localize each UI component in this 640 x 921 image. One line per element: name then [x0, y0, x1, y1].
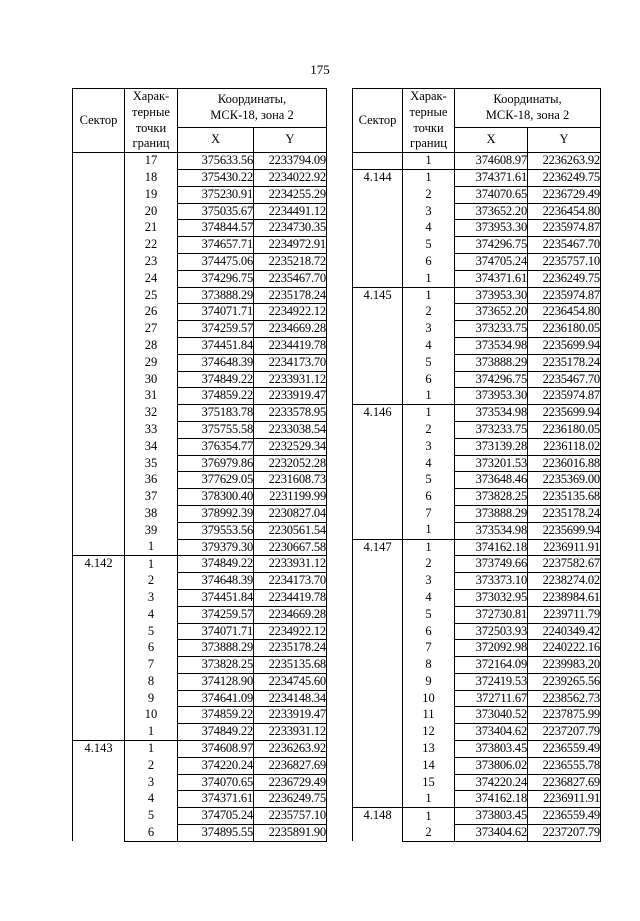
- point-cell: 4: [403, 455, 455, 472]
- y-cell: 2236555.78: [528, 757, 601, 774]
- sector-cell: [353, 153, 403, 170]
- point-cell: 2: [403, 556, 455, 573]
- x-cell: 375430.22: [178, 169, 254, 186]
- y-cell: 2237875.99: [528, 707, 601, 724]
- point-cell: 1: [403, 388, 455, 405]
- y-cell: 2235135.68: [254, 657, 327, 674]
- point-cell: 18: [125, 169, 178, 186]
- point-cell: 4: [403, 337, 455, 354]
- point-cell: 1: [403, 522, 455, 539]
- point-cell: 2: [403, 421, 455, 438]
- x-cell: 374259.57: [178, 606, 254, 623]
- y-cell: 2234419.78: [254, 337, 327, 354]
- y-cell: 2236249.75: [528, 169, 601, 186]
- y-cell: 2233578.95: [254, 405, 327, 422]
- x-cell: 379553.56: [178, 522, 254, 539]
- x-cell: 373373.10: [455, 573, 528, 590]
- point-cell: 14: [403, 757, 455, 774]
- sector-cell: 4.142: [73, 556, 125, 741]
- x-cell: 374475.06: [178, 253, 254, 270]
- x-cell: 374070.65: [455, 186, 528, 203]
- point-cell: 1: [403, 405, 455, 422]
- x-cell: 372730.81: [455, 606, 528, 623]
- sector-cell: 4.143: [73, 741, 125, 842]
- header-coordinates: Координаты, МСК-18, зона 2: [455, 89, 601, 128]
- x-cell: 376354.77: [178, 438, 254, 455]
- x-cell: 374451.84: [178, 589, 254, 606]
- y-cell: 2236118.02: [528, 438, 601, 455]
- x-cell: 374849.22: [178, 556, 254, 573]
- point-cell: 9: [125, 690, 178, 707]
- y-cell: 2236729.49: [528, 186, 601, 203]
- y-cell: 2238274.02: [528, 573, 601, 590]
- y-cell: 2235757.10: [528, 253, 601, 270]
- point-cell: 2: [403, 304, 455, 321]
- point-cell: 8: [125, 673, 178, 690]
- y-cell: 2236454.80: [528, 304, 601, 321]
- y-cell: 2236911.91: [528, 791, 601, 808]
- point-cell: 4: [125, 791, 178, 808]
- y-cell: 2230667.58: [254, 539, 327, 556]
- y-cell: 2239711.79: [528, 606, 601, 623]
- y-cell: 2235178.24: [254, 640, 327, 657]
- point-cell: 5: [125, 808, 178, 825]
- y-cell: 2238984.61: [528, 589, 601, 606]
- x-cell: 374371.61: [178, 791, 254, 808]
- x-cell: 374220.24: [178, 757, 254, 774]
- point-cell: 10: [125, 707, 178, 724]
- x-cell: 373404.62: [455, 724, 528, 741]
- x-cell: 375035.67: [178, 203, 254, 220]
- x-cell: 374849.22: [178, 371, 254, 388]
- point-cell: 1: [125, 724, 178, 741]
- point-cell: 1: [125, 741, 178, 758]
- point-cell: 31: [125, 388, 178, 405]
- x-cell: 373404.62: [455, 825, 528, 842]
- point-cell: 32: [125, 405, 178, 422]
- point-cell: 12: [403, 724, 455, 741]
- point-cell: 33: [125, 421, 178, 438]
- table-row: [353, 808, 601, 825]
- point-cell: 36: [125, 472, 178, 489]
- point-cell: 1: [403, 287, 455, 304]
- x-cell: 374371.61: [455, 270, 528, 287]
- y-cell: 2238562.73: [528, 690, 601, 707]
- y-cell: 2235178.24: [528, 354, 601, 371]
- y-cell: 2233931.12: [254, 556, 327, 573]
- point-cell: 10: [403, 690, 455, 707]
- point-cell: 3: [403, 438, 455, 455]
- x-cell: 372164.09: [455, 657, 528, 674]
- y-cell: 2239265.56: [528, 673, 601, 690]
- x-cell: 372503.93: [455, 623, 528, 640]
- y-cell: 2236016.88: [528, 455, 601, 472]
- y-cell: 2231199.99: [254, 489, 327, 506]
- y-cell: 2235757.10: [254, 808, 327, 825]
- y-cell: 2236263.92: [254, 741, 327, 758]
- x-cell: 373201.53: [455, 455, 528, 472]
- x-cell: 374296.75: [455, 237, 528, 254]
- point-cell: 22: [125, 237, 178, 254]
- sector-cell: 4.144: [353, 169, 403, 287]
- point-cell: 2: [403, 186, 455, 203]
- point-cell: 28: [125, 337, 178, 354]
- point-cell: 2: [125, 573, 178, 590]
- x-cell: 374128.90: [178, 673, 254, 690]
- x-cell: 378300.40: [178, 489, 254, 506]
- y-cell: 2234419.78: [254, 589, 327, 606]
- sector-cell: [73, 153, 125, 556]
- point-cell: 37: [125, 489, 178, 506]
- point-cell: 2: [125, 757, 178, 774]
- page-number: 175: [310, 62, 330, 77]
- header-coordinates: Координаты, МСК-18, зона 2: [178, 89, 327, 128]
- table-row: [73, 741, 327, 758]
- point-cell: 6: [403, 371, 455, 388]
- x-cell: 374859.22: [178, 707, 254, 724]
- point-cell: 6: [125, 640, 178, 657]
- table-row: [73, 153, 327, 170]
- x-cell: 372419.53: [455, 673, 528, 690]
- point-cell: 1: [403, 539, 455, 556]
- sector-cell: 4.147: [353, 539, 403, 808]
- y-cell: 2234491.12: [254, 203, 327, 220]
- x-cell: 374608.97: [178, 741, 254, 758]
- y-cell: 2235891.90: [254, 825, 327, 842]
- x-cell: 375183.78: [178, 405, 254, 422]
- y-cell: 2235699.94: [528, 405, 601, 422]
- x-cell: 374451.84: [178, 337, 254, 354]
- y-cell: 2240349.42: [528, 623, 601, 640]
- y-cell: 2230827.04: [254, 505, 327, 522]
- point-cell: 1: [125, 539, 178, 556]
- y-cell: 2236263.92: [528, 153, 601, 170]
- x-cell: 373953.30: [455, 220, 528, 237]
- x-cell: 373888.29: [178, 640, 254, 657]
- point-cell: 1: [403, 808, 455, 825]
- point-cell: 7: [125, 657, 178, 674]
- header-y: Y: [528, 128, 601, 153]
- header-x: X: [455, 128, 528, 153]
- y-cell: 2236911.91: [528, 539, 601, 556]
- point-cell: 13: [403, 741, 455, 758]
- x-cell: 373803.45: [455, 808, 528, 825]
- y-cell: 2233794.09: [254, 153, 327, 170]
- y-cell: 2233919.47: [254, 388, 327, 405]
- table-row: [353, 287, 601, 304]
- x-cell: 374705.24: [455, 253, 528, 270]
- x-cell: 373534.98: [455, 337, 528, 354]
- y-cell: 2232529.34: [254, 438, 327, 455]
- sector-cell: 4.146: [353, 405, 403, 539]
- x-cell: 373888.29: [178, 287, 254, 304]
- x-cell: 375755.58: [178, 421, 254, 438]
- y-cell: 2235218.72: [254, 253, 327, 270]
- x-cell: 374371.61: [455, 169, 528, 186]
- y-cell: 2235467.70: [254, 270, 327, 287]
- x-cell: 373749.66: [455, 556, 528, 573]
- x-cell: 373139.28: [455, 438, 528, 455]
- x-cell: 373652.20: [455, 203, 528, 220]
- point-cell: 24: [125, 270, 178, 287]
- x-cell: 377629.05: [178, 472, 254, 489]
- point-cell: 6: [403, 253, 455, 270]
- point-cell: 27: [125, 321, 178, 338]
- x-cell: 373233.75: [455, 421, 528, 438]
- y-cell: 2236559.49: [528, 741, 601, 758]
- header-boundary-points: Харак- терные точки границ: [403, 89, 455, 153]
- point-cell: 7: [403, 640, 455, 657]
- y-cell: 2239983.20: [528, 657, 601, 674]
- point-cell: 17: [125, 153, 178, 170]
- y-cell: 2234669.28: [254, 606, 327, 623]
- x-cell: 373233.75: [455, 321, 528, 338]
- y-cell: 2234669.28: [254, 321, 327, 338]
- header-y: Y: [254, 128, 327, 153]
- x-cell: 373534.98: [455, 522, 528, 539]
- point-cell: 15: [403, 774, 455, 791]
- y-cell: 2235467.70: [528, 237, 601, 254]
- x-cell: 375633.56: [178, 153, 254, 170]
- header-boundary-points: Харак- терные точки границ: [125, 89, 178, 153]
- point-cell: 5: [403, 354, 455, 371]
- x-cell: 374608.97: [455, 153, 528, 170]
- y-cell: 2236180.05: [528, 421, 601, 438]
- header-x: X: [178, 128, 254, 153]
- y-cell: 2235178.24: [528, 505, 601, 522]
- table-row: [353, 539, 601, 556]
- y-cell: 2235974.87: [528, 388, 601, 405]
- point-cell: 29: [125, 354, 178, 371]
- x-cell: 374849.22: [178, 724, 254, 741]
- point-cell: 5: [403, 472, 455, 489]
- table-row: [353, 153, 601, 170]
- x-cell: 373040.52: [455, 707, 528, 724]
- y-cell: 2236454.80: [528, 203, 601, 220]
- y-cell: 2235369.00: [528, 472, 601, 489]
- y-cell: 2232052.28: [254, 455, 327, 472]
- point-cell: 1: [125, 556, 178, 573]
- x-cell: 374648.39: [178, 573, 254, 590]
- x-cell: 376979.86: [178, 455, 254, 472]
- y-cell: 2236249.75: [528, 270, 601, 287]
- y-cell: 2234173.70: [254, 573, 327, 590]
- point-cell: 11: [403, 707, 455, 724]
- y-cell: 2237582.67: [528, 556, 601, 573]
- point-cell: 19: [125, 186, 178, 203]
- y-cell: 2236249.75: [254, 791, 327, 808]
- point-cell: 1: [403, 270, 455, 287]
- y-cell: 2231608.73: [254, 472, 327, 489]
- point-cell: 4: [403, 589, 455, 606]
- point-cell: 6: [403, 623, 455, 640]
- point-cell: 39: [125, 522, 178, 539]
- x-cell: 373806.02: [455, 757, 528, 774]
- header-sector: Сектор: [353, 89, 403, 153]
- x-cell: 374220.24: [455, 774, 528, 791]
- point-cell: 26: [125, 304, 178, 321]
- y-cell: 2240222.16: [528, 640, 601, 657]
- x-cell: 373888.29: [455, 505, 528, 522]
- x-cell: 374705.24: [178, 808, 254, 825]
- point-cell: 5: [403, 237, 455, 254]
- x-cell: 373828.25: [178, 657, 254, 674]
- y-cell: 2235699.94: [528, 522, 601, 539]
- x-cell: 372092.98: [455, 640, 528, 657]
- sector-cell: 4.145: [353, 287, 403, 405]
- point-cell: 4: [125, 606, 178, 623]
- x-cell: 374071.71: [178, 304, 254, 321]
- point-cell: 4: [403, 220, 455, 237]
- point-cell: 3: [403, 573, 455, 590]
- y-cell: 2234148.34: [254, 690, 327, 707]
- y-cell: 2237207.79: [528, 825, 601, 842]
- point-cell: 5: [125, 623, 178, 640]
- x-cell: 374895.55: [178, 825, 254, 842]
- point-cell: 35: [125, 455, 178, 472]
- point-cell: 9: [403, 673, 455, 690]
- x-cell: 373953.30: [455, 388, 528, 405]
- point-cell: 3: [125, 774, 178, 791]
- x-cell: 374648.39: [178, 354, 254, 371]
- table-row: [353, 405, 601, 422]
- x-cell: 374859.22: [178, 388, 254, 405]
- y-cell: 2234972.91: [254, 237, 327, 254]
- point-cell: 25: [125, 287, 178, 304]
- y-cell: 2233919.47: [254, 707, 327, 724]
- y-cell: 2235699.94: [528, 337, 601, 354]
- y-cell: 2236827.69: [254, 757, 327, 774]
- y-cell: 2236180.05: [528, 321, 601, 338]
- y-cell: 2230561.54: [254, 522, 327, 539]
- y-cell: 2234745.60: [254, 673, 327, 690]
- y-cell: 2235467.70: [528, 371, 601, 388]
- y-cell: 2235974.87: [528, 287, 601, 304]
- y-cell: 2234255.29: [254, 186, 327, 203]
- x-cell: 378992.39: [178, 505, 254, 522]
- point-cell: 6: [403, 489, 455, 506]
- point-cell: 1: [403, 791, 455, 808]
- x-cell: 374259.57: [178, 321, 254, 338]
- y-cell: 2234922.12: [254, 304, 327, 321]
- point-cell: 1: [403, 153, 455, 170]
- y-cell: 2235974.87: [528, 220, 601, 237]
- x-cell: 374641.09: [178, 690, 254, 707]
- point-cell: 3: [125, 589, 178, 606]
- x-cell: 374071.71: [178, 623, 254, 640]
- y-cell: 2236559.49: [528, 808, 601, 825]
- x-cell: 374162.18: [455, 539, 528, 556]
- y-cell: 2237207.79: [528, 724, 601, 741]
- sector-cell: 4.148: [353, 808, 403, 842]
- y-cell: 2236729.49: [254, 774, 327, 791]
- x-cell: 374844.57: [178, 220, 254, 237]
- x-cell: 373032.95: [455, 589, 528, 606]
- x-cell: 374657.71: [178, 237, 254, 254]
- table-row: [73, 556, 327, 573]
- point-cell: 38: [125, 505, 178, 522]
- point-cell: 3: [403, 321, 455, 338]
- point-cell: 5: [403, 606, 455, 623]
- coordinates-table-right: [352, 88, 601, 842]
- x-cell: 373648.46: [455, 472, 528, 489]
- point-cell: 6: [125, 825, 178, 842]
- y-cell: 2234022.92: [254, 169, 327, 186]
- y-cell: 2233931.12: [254, 724, 327, 741]
- point-cell: 34: [125, 438, 178, 455]
- x-cell: 373888.29: [455, 354, 528, 371]
- point-cell: 23: [125, 253, 178, 270]
- x-cell: 373828.25: [455, 489, 528, 506]
- point-cell: 20: [125, 203, 178, 220]
- x-cell: 373953.30: [455, 287, 528, 304]
- y-cell: 2235135.68: [528, 489, 601, 506]
- header-sector: Сектор: [73, 89, 125, 153]
- y-cell: 2236827.69: [528, 774, 601, 791]
- x-cell: 374162.18: [455, 791, 528, 808]
- x-cell: 373534.98: [455, 405, 528, 422]
- point-cell: 21: [125, 220, 178, 237]
- coordinates-table-left: [72, 88, 327, 842]
- y-cell: 2235178.24: [254, 287, 327, 304]
- point-cell: 30: [125, 371, 178, 388]
- point-cell: 2: [403, 825, 455, 842]
- x-cell: 372711.67: [455, 690, 528, 707]
- x-cell: 373652.20: [455, 304, 528, 321]
- x-cell: 374296.75: [178, 270, 254, 287]
- y-cell: 2233038.54: [254, 421, 327, 438]
- x-cell: 374070.65: [178, 774, 254, 791]
- point-cell: 7: [403, 505, 455, 522]
- y-cell: 2234730.35: [254, 220, 327, 237]
- x-cell: 379379.30: [178, 539, 254, 556]
- y-cell: 2234173.70: [254, 354, 327, 371]
- y-cell: 2233931.12: [254, 371, 327, 388]
- x-cell: 375230.91: [178, 186, 254, 203]
- table-row: [353, 169, 601, 186]
- x-cell: 373803.45: [455, 741, 528, 758]
- x-cell: 374296.75: [455, 371, 528, 388]
- point-cell: 8: [403, 657, 455, 674]
- y-cell: 2234922.12: [254, 623, 327, 640]
- point-cell: 3: [403, 203, 455, 220]
- point-cell: 1: [403, 169, 455, 186]
